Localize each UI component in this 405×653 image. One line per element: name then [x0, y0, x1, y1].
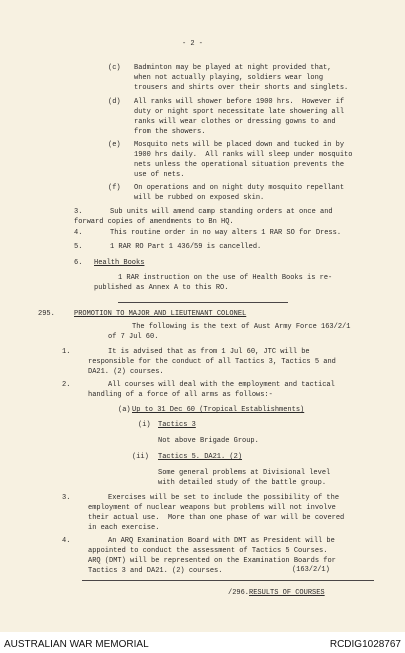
subpara-a-label: (a)	[118, 406, 131, 414]
para-e-line: Mosquito nets will be placed down and tucked in by	[134, 141, 345, 149]
para-c-line: trousers and shirts over their shorts and singlets.	[134, 84, 349, 92]
para-e-line: nets unless the operational situation prevents the	[134, 161, 345, 169]
para-c-line: Badminton may be played at night provided that,	[134, 64, 332, 72]
archive-footer	[0, 632, 405, 653]
para-3-line: Exercises will be set to include the possibility of the	[108, 494, 340, 502]
catchword	[228, 589, 325, 599]
para-d-line: duty or night sport necessitate late showering all	[134, 108, 345, 116]
subpara-a-heading: Up to 31 Dec 60 (Tropical Establishments)	[132, 406, 305, 414]
para-e-line: 1900 hrs daily. All ranks will sleep under mosquito	[134, 151, 353, 159]
subpara-ii-line: with detailed study of the battle group.	[158, 479, 327, 487]
section-divider	[118, 302, 288, 303]
subpara-i-label: (i)	[138, 421, 151, 429]
subpara-ii-line: Some general problems at Divisional level	[158, 469, 331, 477]
para-1-number: 1.	[62, 348, 71, 356]
para-4-line: Tactics 3 and DA21. (2) courses.	[88, 567, 223, 575]
para-d-line: from the showers.	[134, 128, 206, 136]
section-295-heading: PROMOTION TO MAJOR AND LIEUTENANT COLONEL	[74, 310, 247, 318]
bottom-rule	[82, 580, 374, 581]
para-2-line: handling of a force of all arms as follows:-	[88, 391, 273, 399]
item-3-number: 3.	[74, 208, 83, 216]
para-f-line: On operations and on night duty mosquito repellant	[134, 184, 345, 192]
section-295-number: 295.	[38, 310, 55, 318]
para-4-line: appointed to conduct the assessment of Tactics 5 Courses.	[88, 547, 328, 555]
section-295-intro: The following is the text of Aust Army Force 163/2/1	[132, 323, 351, 331]
para-4-line: An ARQ Examination Board with DMT as President will be	[108, 537, 335, 545]
para-2-number: 2.	[62, 381, 71, 389]
para-d-label: (d)	[108, 98, 121, 106]
para-3-line: in each exercise.	[88, 524, 160, 532]
para-3-number: 3.	[62, 494, 71, 502]
para-e-label: (e)	[108, 141, 121, 149]
para-f-line: will be rubbed on exposed skin.	[134, 194, 265, 202]
item-4-text: This routine order in no way alters 1 RAR SO for Dress.	[110, 229, 342, 237]
item-3-line: Sub units will amend camp standing orders at once and	[110, 208, 333, 216]
item-6-number: 6.	[74, 259, 83, 267]
page-number: - 2 -	[182, 40, 204, 48]
catchword-title: RESULTS OF COURSES	[249, 589, 325, 597]
item-5-number: 5.	[74, 243, 83, 251]
para-d-line: ranks will wear clothes or dressing gowns to and	[134, 118, 336, 126]
para-3-line: employment of nuclear weapons but problems will not involve	[88, 504, 336, 512]
para-1-line: It is advised that as from 1 Jul 60, JTC will be	[108, 348, 310, 356]
para-f-label: (f)	[108, 184, 121, 192]
item-5-text: 1 RAR RO Part 1 436/59 is cancelled.	[110, 243, 262, 251]
subpara-i-heading: Tactics 3	[158, 421, 196, 429]
para-1-line: responsible for the conduct of all Tactics 3, Tactics 5 and	[88, 358, 336, 366]
subpara-i-text: Not above Brigade Group.	[158, 437, 259, 445]
section-295-intro: of 7 Jul 60.	[108, 333, 159, 341]
item-4-number: 4.	[74, 229, 83, 237]
subpara-ii-heading: Tactics 5. DA21. (2)	[158, 453, 243, 461]
para-3-line: their actual use. More than one phase of war will be covered	[88, 514, 345, 522]
para-4-number: 4.	[62, 537, 71, 545]
catchword-number: /296.	[228, 589, 250, 597]
para-2-line: All courses will deal with the employment and tactical	[108, 381, 335, 389]
para-c-label: (c)	[108, 64, 121, 72]
para-e-line: use of nets.	[134, 171, 185, 179]
item-6-line: 1 RAR instruction on the use of Health Books is re-	[118, 274, 333, 282]
para-d-line: All ranks will shower before 1900 hrs. However if	[134, 98, 345, 106]
file-reference: (163/2/1)	[292, 566, 330, 574]
para-1-line: DA21. (2) courses.	[88, 368, 164, 376]
subpara-ii-label: (ii)	[132, 453, 149, 461]
para-4-line: ARQ (DMT) will be represented on the Examination Boards for	[88, 557, 336, 565]
item-6-line: published as Annex A to this RO.	[94, 284, 229, 292]
item-6-heading: Health Books	[94, 259, 145, 267]
footer-source: AUSTRALIAN WAR MEMORIAL	[4, 639, 149, 650]
item-3-line: forward copies of amendments to Bn HQ.	[74, 218, 234, 226]
footer-record-id: RCDIG1028767	[329, 639, 401, 650]
para-c-line: when not actually playing, soldiers wear long	[134, 74, 324, 82]
